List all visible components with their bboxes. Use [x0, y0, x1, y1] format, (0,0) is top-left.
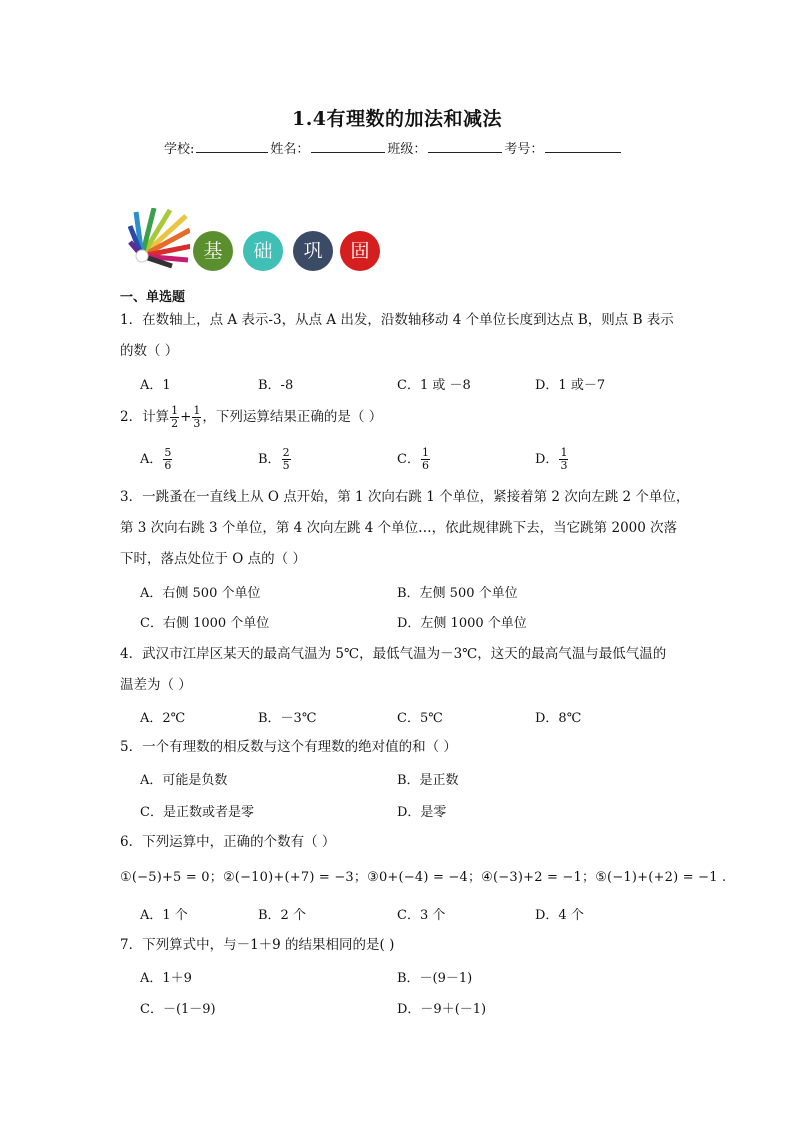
q5-option-a: A．可能是负数: [140, 773, 228, 788]
q2-fraction-1: $\frac{1}{2}$: [171, 404, 179, 430]
question-4-line-2: 温差为（ ）: [120, 677, 192, 693]
school-label: 学校:: [164, 142, 195, 157]
badge-gong: 巩: [293, 231, 333, 271]
question-6: 6．下列运算中，正确的个数有（ ）: [120, 834, 336, 850]
q6-option-d: D．4 个: [535, 908, 584, 923]
q2-option-a: A． $\frac{5}{6}$: [140, 446, 172, 472]
q1-option-c: C．1 或 －8: [397, 378, 471, 393]
q3-option-c: C．右侧 1000 个单位: [140, 616, 270, 631]
question-3-line-3: 下时，落点处位于 O 点的（ ）: [120, 551, 306, 567]
number-label: 考号：: [504, 142, 544, 157]
q4-option-a: A．2℃: [140, 711, 186, 726]
q2-option-c: C． $\frac{1}{6}$: [397, 446, 429, 472]
q2-suffix: ，下列运算结果正确的是（ ）: [202, 409, 383, 425]
q6-option-a: A．1 个: [140, 908, 188, 923]
q1-option-d: D．1 或－7: [535, 378, 606, 393]
q4-option-d: D．8℃: [535, 711, 582, 726]
badge-chu: 础: [243, 231, 283, 271]
q2-fraction-2: $\frac{1}{3}$: [193, 404, 201, 430]
name-label: 姓名：: [270, 142, 310, 157]
q2-prefix: 2．计算: [120, 409, 170, 425]
q2-option-b: B． $\frac{2}{5}$: [258, 446, 290, 472]
q5-option-b: B．是正数: [397, 773, 459, 788]
q4-option-b: B．－3℃: [258, 711, 317, 726]
number-blank: [545, 139, 621, 153]
q1-option-b: B．-8: [258, 378, 294, 393]
student-info-line: [164, 138, 623, 157]
question-3-line-1: 3．一跳蚤在一直线上从 O 点开始，第 1 次向右跳 1 个单位，紧接着第 2 次向左跳 2 个单位，: [120, 489, 690, 505]
q6-option-b: B．2 个: [258, 908, 306, 923]
question-1-line-2: 的数（ ）: [120, 343, 179, 359]
class-blank: [428, 139, 502, 153]
q4-option-c: C．5℃: [397, 711, 443, 726]
q3-option-a: A．右侧 500 个单位: [140, 586, 261, 601]
question-4-line-1: 4．武汉市江岸区某天的最高气温为 5℃，最低气温为－3℃，这天的最高气温与最低气温的: [120, 646, 667, 662]
q1-option-a: A．1: [140, 378, 171, 393]
badge-gu: 固: [340, 231, 380, 271]
q6-option-c: C．3 个: [397, 908, 446, 923]
q3-option-b: B．左侧 500 个单位: [397, 586, 518, 601]
colored-pencils-icon: [128, 208, 190, 270]
badge-ji: 基: [193, 231, 233, 271]
question-5: 5．一个有理数的相反数与这个有理数的绝对值的和（ ）: [120, 739, 457, 755]
q3-option-d: D．左侧 1000 个单位: [397, 616, 527, 631]
q7-option-b: B．－(9－1): [397, 971, 473, 986]
class-label: 班级：: [387, 142, 427, 157]
q2-plus: +: [180, 409, 192, 425]
question-3-line-2: 第 3 次向右跳 3 个单位，第 4 次向左跳 4 个单位…，依此规律跳下去，当它跳第 2000 次落: [120, 520, 678, 536]
page-title: 1.4有理数的加法和减法: [291, 108, 503, 130]
q5-option-c: C．是正数或者是零: [140, 805, 254, 820]
question-7: 7．下列算式中，与－1＋9 的结果相同的是( ): [120, 937, 395, 953]
name-blank: [311, 139, 385, 153]
school-blank: [196, 139, 268, 153]
question-2: [120, 405, 382, 430]
q2-option-d: D． $\frac{1}{3}$: [535, 446, 568, 472]
question-1-line-1: 1．在数轴上，点 A 表示-3，从点 A 出发，沿数轴移动 4 个单位长度到达点 B，则点 B 表示: [120, 312, 674, 328]
section-heading: 一、单选题: [120, 290, 186, 305]
q6-expressions: ①(−5)+5 = 0；②(−10)+(+7) = −3；③0+(−4) = −4；④(−3)+2 = −1；⑤(−1)+(+2) = −1 .: [120, 870, 727, 885]
q7-option-d: D．－9＋(－1): [397, 1002, 487, 1017]
q5-option-d: D．是零: [397, 805, 447, 820]
q7-option-a: A．1＋9: [140, 971, 192, 986]
q7-option-c: C．－(1－9): [140, 1002, 216, 1017]
